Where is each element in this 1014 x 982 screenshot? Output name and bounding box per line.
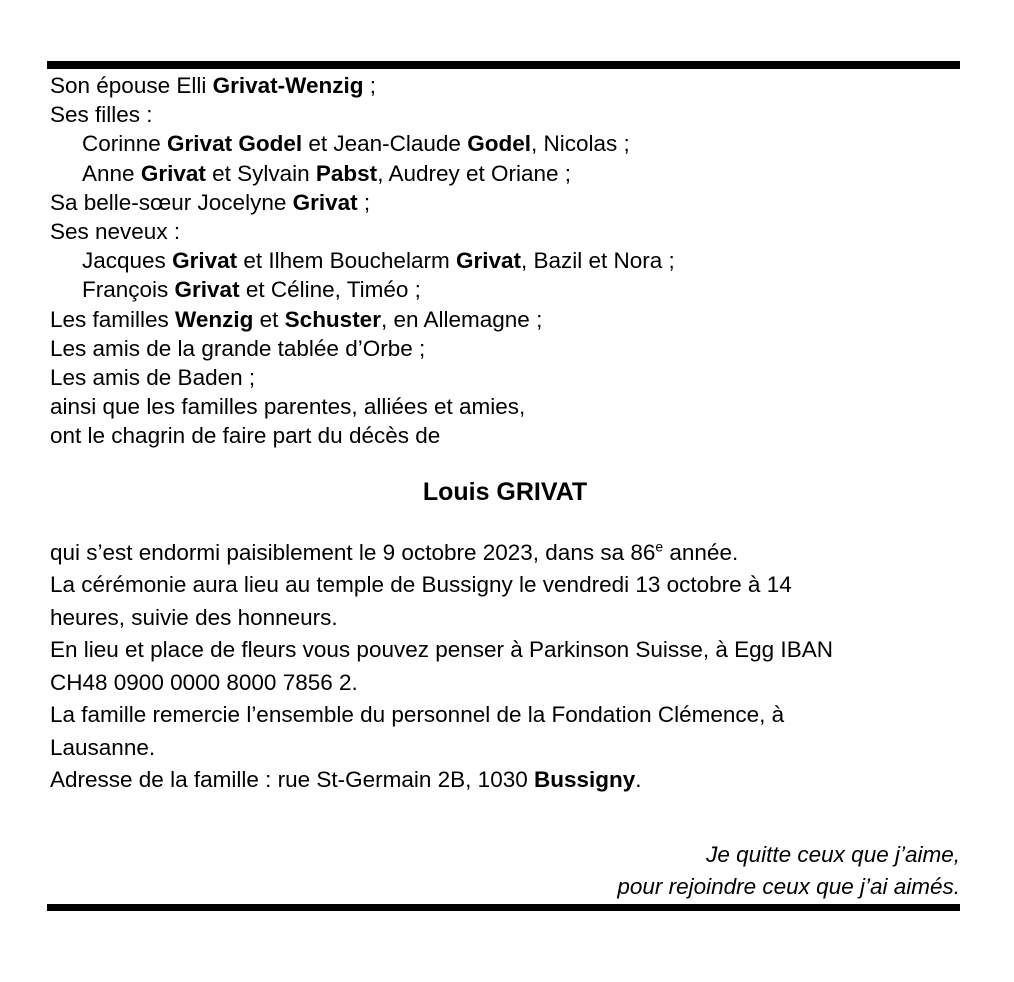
- relatives-line: Ses neveux :: [50, 219, 181, 245]
- relatives-line: ont le chagrin de faire part du décès de: [50, 423, 441, 449]
- announcement-line: Lausanne.: [50, 734, 156, 760]
- relatives-line: Anne Grivat et Sylvain Pabst, Audrey et Oriane ;: [82, 160, 572, 186]
- announcement-line: qui s’est endormi paisiblement le 9 octobre 2023, dans sa 86e année.: [50, 538, 739, 565]
- relatives-line: Les amis de la grande tablée d’Orbe ;: [50, 335, 426, 361]
- relatives-line: Sa belle-sœur Jocelyne Grivat ;: [50, 189, 371, 215]
- announcement-line: En lieu et place de fleurs vous pouvez penser à Parkinson Suisse, à Egg IBAN: [50, 637, 833, 663]
- announcement-line: La famille remercie l’ensemble du personnel de la Fondation Clémence, à: [50, 702, 785, 728]
- relatives-line: ainsi que les familles parentes, alliées et amies,: [50, 394, 526, 420]
- relatives-line: Les amis de Baden ;: [50, 365, 256, 391]
- announcement-line: Adresse de la famille : rue St-Germain 2B, 1030 Bussigny.: [50, 767, 642, 793]
- epitaph-line: Je quitte ceux que j’aime,: [706, 841, 960, 867]
- deceased-name: Louis GRIVAT: [422, 477, 588, 506]
- announcement-line: CH48 0900 0000 8000 7856 2.: [50, 669, 358, 695]
- relatives-line: Corinne Grivat Godel et Jean-Claude Godel, Nicolas ;: [82, 131, 630, 157]
- notice-content: [50, 71, 960, 903]
- relatives-line: Ses filles :: [50, 102, 153, 128]
- epitaph-line: pour rejoindre ceux que j’ai aimés.: [617, 873, 960, 899]
- announcement-line: heures, suivie des honneurs.: [50, 604, 338, 630]
- relatives-line: Son épouse Elli Grivat-Wenzig ;: [50, 73, 376, 98]
- relatives-list: [50, 71, 960, 451]
- announcement-line: La cérémonie aura lieu au temple de Bussigny le vendredi 13 octobre à 14: [50, 572, 792, 598]
- relatives-line: François Grivat et Céline, Timéo ;: [82, 277, 421, 303]
- bottom-rule: [47, 904, 960, 911]
- epitaph: [50, 839, 960, 903]
- relatives-line: Les familles Wenzig et Schuster, en Allemagne ;: [50, 306, 543, 332]
- announcement-text: [50, 537, 960, 797]
- top-rule: [47, 61, 960, 69]
- relatives-line: Jacques Grivat et Ilhem Bouchelarm Grivat, Bazil et Nora ;: [82, 248, 675, 274]
